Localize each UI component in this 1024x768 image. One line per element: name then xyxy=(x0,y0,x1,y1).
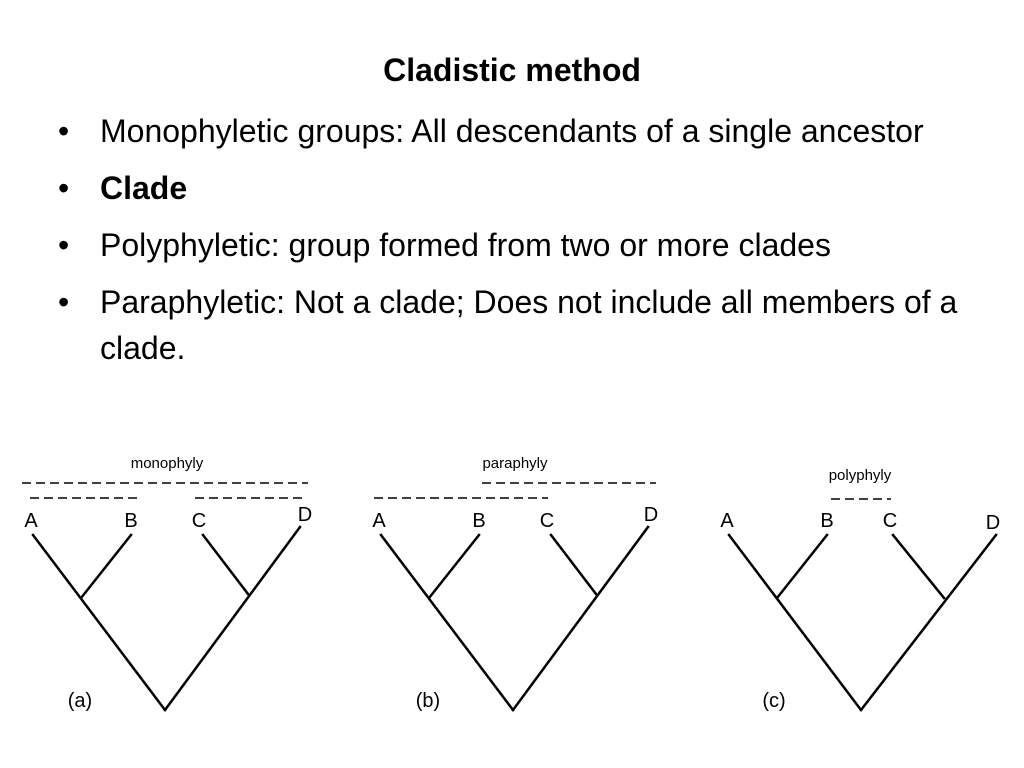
taxon-label: C xyxy=(882,510,898,532)
bullet-dot: • xyxy=(58,284,70,320)
taxon-label: D xyxy=(297,504,313,526)
bullet-list xyxy=(58,108,988,382)
bullet-item-polyphyletic xyxy=(58,222,988,268)
diagram-heading: paraphyly xyxy=(482,455,548,472)
diagram-caption: (c) xyxy=(762,690,786,712)
tree-branch xyxy=(381,535,513,710)
taxon-label: D xyxy=(643,504,659,526)
bullet-dot: • xyxy=(58,170,70,206)
bullet-text: Clade xyxy=(100,170,188,206)
bullet-text: Paraphyletic: Not a clade; Does not include all members of a clade. xyxy=(100,284,958,366)
taxon-label: A xyxy=(24,510,38,532)
tree-branch xyxy=(777,535,827,598)
taxon-label: B xyxy=(124,510,138,532)
tree-branch xyxy=(429,535,479,598)
taxon-label: D xyxy=(985,512,1001,534)
tree-branch xyxy=(729,535,861,710)
bullet-text: Polyphyletic: group formed from two or more clades xyxy=(100,227,831,263)
bullet-item-clade xyxy=(58,165,988,211)
bullet-item-monophyletic xyxy=(58,108,988,154)
taxon-label: A xyxy=(372,510,386,532)
bullet-dot: • xyxy=(58,113,70,149)
bullet-text: Monophyletic groups: All descendants of a single ancestor xyxy=(100,113,924,149)
diagram-caption: (a) xyxy=(67,690,93,712)
taxon-label: B xyxy=(472,510,486,532)
tree-branch xyxy=(893,535,944,598)
tree-branch xyxy=(203,535,248,594)
tree-branch xyxy=(513,527,648,710)
diagram-caption: (b) xyxy=(415,690,441,712)
diagram-heading: polyphyly xyxy=(828,467,892,484)
tree-branch xyxy=(165,527,300,710)
taxon-label: A xyxy=(720,510,734,532)
cladogram-monophyly xyxy=(22,455,312,712)
cladogram-figure xyxy=(0,440,1024,740)
taxon-label: B xyxy=(820,510,834,532)
taxon-label: C xyxy=(539,510,555,532)
cladogram-paraphyly xyxy=(372,455,658,712)
diagram-heading: monophyly xyxy=(130,455,204,472)
bullet-dot: • xyxy=(58,227,70,263)
tree-branch xyxy=(81,535,131,598)
tree-branch xyxy=(551,535,596,594)
taxon-label: C xyxy=(191,510,207,532)
tree-branch xyxy=(33,535,165,710)
cladogram-polyphyly xyxy=(720,467,1000,712)
tree-branch xyxy=(861,535,996,710)
slide-title: Cladistic method xyxy=(383,52,641,88)
bullet-item-paraphyletic xyxy=(58,279,988,371)
